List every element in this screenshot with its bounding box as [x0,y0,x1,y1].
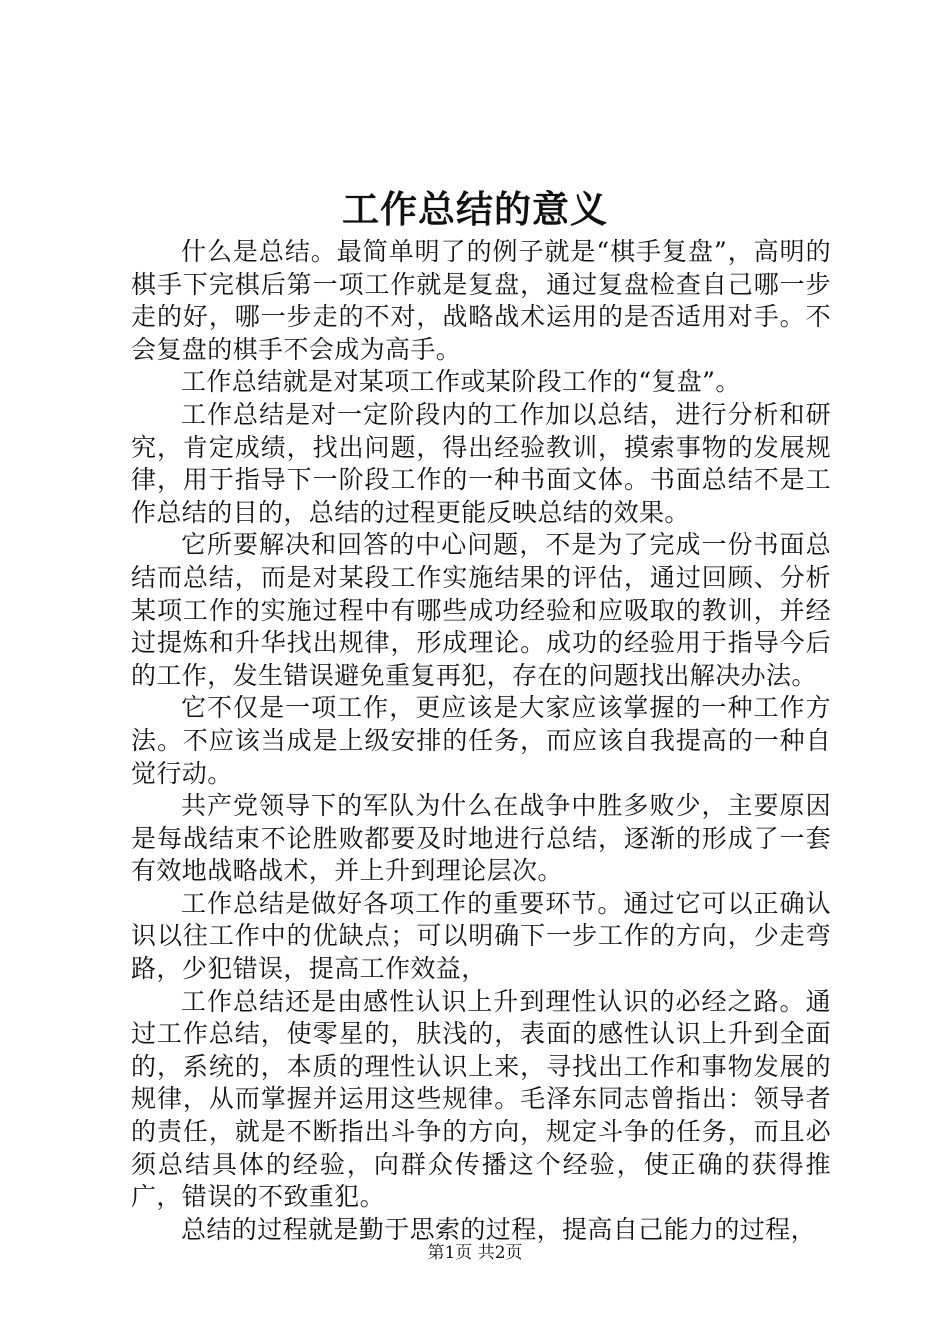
body-paragraph: 什么是总结。最简单明了的例子就是“棋手复盘”，高明的棋手下完棋后第一项工作就是复盘，通过复盘检查自己哪一步走的好，哪一步走的不对，战略战术运用的是否适用对手。不会复盘的棋手不会成为高手。 [131,237,831,364]
body-paragraph: 它所要解决和回答的中心问题，不是为了完成一份书面总结而总结，而是对某段工作实施结果的评估，通过回顾、分析某项工作的实施过程中有哪些成功经验和应吸取的教训，并经过提炼和升华找出规律，形成理论。成功的经验用于指导今后的工作，发生错误避免重复再犯，存在的问题找出解决办法。 [131,530,831,690]
body-paragraph: 它不仅是一项工作，更应该是大家应该掌握的一种工作方法。不应该当成是上级安排的任务，而应该自我提高的一种自觉行动。 [131,693,831,788]
page-number-footer: 第1页 共2页 [427,1243,523,1263]
body-paragraph: 工作总结就是对某项工作或某阶段工作的“复盘”。 [181,367,741,397]
document-title: 工作总结的意义 [342,187,608,231]
document-body [131,236,831,1246]
body-paragraph: 工作总结是对一定阶段内的工作加以总结，进行分析和研究，肯定成绩，找出问题，得出经验教训，摸索事物的发展规律，用于指导下一阶段工作的一种书面文体。书面总结不是工作总结的目的，总结的过程更能反映总结的效果。 [131,399,831,527]
body-paragraph: 工作总结还是由感性认识上升到理性认识的必经之路。通过工作总结，使零星的，肤浅的，表面的感性认识上升到全面的，系统的，本质的理性认识上来，寻找出工作和事物发展的规律，从而掌握并运用这些规律。毛泽东同志曾指出：领导者的责任，就是不断指出斗争的方向，规定斗争的任务，而且必须总结具体的经验，向群众传播这个经验，使正确的获得推广，错误的不致重犯。 [131,986,831,1212]
body-paragraph: 共产党领导下的军队为什么在战争中胜多败少，主要原因是每战结束不论胜败都要及时地进行总结，逐渐的形成了一套有效地战略战术，并上升到理论层次。 [131,791,831,886]
body-paragraph: 工作总结是做好各项工作的重要环节。通过它可以正确认识以往工作中的优缺点；可以明确下一步工作的方向，少走弯路，少犯错误，提高工作效益， [131,888,831,984]
body-paragraph: 总结的过程就是勤于思索的过程，提高自己能力的过程， [181,1214,817,1244]
